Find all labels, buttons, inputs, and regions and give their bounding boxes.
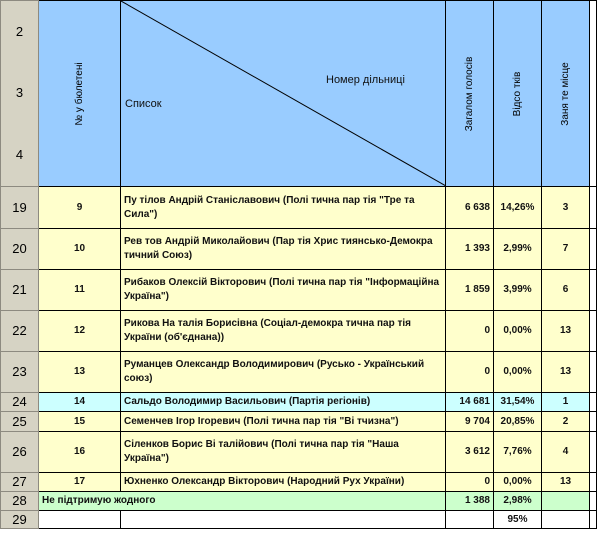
header-percent[interactable] (494, 1, 542, 187)
cell-candidate-name[interactable]: Сіленков Борис Ві талійович (Полі тична пар тія "Наша Україна") (121, 432, 446, 473)
cell-place[interactable]: 13 (542, 473, 590, 492)
cell-ballot-number[interactable]: 17 (39, 473, 121, 492)
cell-place[interactable]: 3 (542, 187, 590, 229)
row-number-22[interactable]: 22 (1, 311, 39, 352)
header-ballot-number[interactable] (39, 1, 121, 187)
row-number-2: 2 (15, 23, 24, 39)
column-edge (590, 270, 597, 311)
cell-percent[interactable]: 14,26% (494, 187, 542, 229)
cell-candidate-name[interactable]: Сальдо Володимир Васильович (Партія регіонів) (121, 393, 446, 412)
diagonal-divider (121, 1, 446, 186)
cell-percent[interactable]: 2,99% (494, 229, 542, 270)
cell-none-total[interactable]: 1 388 (446, 492, 494, 511)
row-header-2-4[interactable] (1, 1, 39, 187)
row-number-19[interactable]: 19 (1, 187, 39, 229)
cell-percent[interactable]: 3,99% (494, 270, 542, 311)
cell-none-label[interactable]: Не підтримую жодного (39, 492, 446, 511)
column-edge (590, 412, 597, 432)
cell-ballot-number[interactable]: 11 (39, 270, 121, 311)
cell-empty[interactable] (121, 511, 446, 529)
cell-place[interactable]: 2 (542, 412, 590, 432)
row-number-29[interactable]: 29 (1, 511, 39, 529)
cell-candidate-name[interactable]: Рев тов Андрій Миколайович (Пар тія Хрис тиянсько-Демокра тичний Союз) (121, 229, 446, 270)
column-edge (590, 492, 597, 511)
cell-ballot-number[interactable]: 9 (39, 187, 121, 229)
header-list-district[interactable] (121, 1, 446, 187)
cell-percent[interactable]: 0,00% (494, 473, 542, 492)
header-place-label: Заня те місце (559, 61, 571, 126)
cell-total-votes[interactable]: 14 681 (446, 393, 494, 412)
header-list-label: Список (125, 98, 162, 110)
column-edge (590, 187, 597, 229)
cell-candidate-name[interactable]: Семенчев Ігор Ігоревич (Полі тична пар тія "Ві тчизна") (121, 412, 446, 432)
row-number-20[interactable]: 20 (1, 229, 39, 270)
row-number-27[interactable]: 27 (1, 473, 39, 492)
cell-percent[interactable]: 0,00% (494, 352, 542, 393)
column-edge (590, 511, 597, 529)
column-edge (590, 311, 597, 352)
cell-ballot-number[interactable]: 15 (39, 412, 121, 432)
cell-empty[interactable] (39, 511, 121, 529)
header-ballot-number-label: № у бюлетені (73, 61, 85, 126)
cell-total-votes[interactable]: 0 (446, 473, 494, 492)
column-edge (590, 352, 597, 393)
cell-place[interactable]: 13 (542, 311, 590, 352)
cell-ballot-number[interactable]: 12 (39, 311, 121, 352)
cell-total-votes[interactable]: 9 704 (446, 412, 494, 432)
cell-empty[interactable] (542, 511, 590, 529)
cell-candidate-name[interactable]: Рикова На талія Борисівна (Соціал-демокра тична пар тія України (об'єднана)) (121, 311, 446, 352)
cell-total-votes[interactable]: 3 612 (446, 432, 494, 473)
column-edge (590, 229, 597, 270)
cell-total-votes[interactable]: 0 (446, 311, 494, 352)
cell-place[interactable]: 13 (542, 352, 590, 393)
cell-percent[interactable]: 31,54% (494, 393, 542, 412)
column-edge (590, 432, 597, 473)
column-edge (590, 393, 597, 412)
header-place[interactable] (542, 1, 590, 187)
header-total-votes[interactable] (446, 1, 494, 187)
cell-candidate-name[interactable]: Юхненко Олександр Вікторович (Народний Рух України) (121, 473, 446, 492)
header-percent-label: Відсо тків (511, 71, 523, 116)
cell-ballot-number[interactable]: 13 (39, 352, 121, 393)
cell-candidate-name[interactable]: Пу тілов Андрій Станіславович (Полі тична пар тія "Тре та Сила") (121, 187, 446, 229)
row-number-26[interactable]: 26 (1, 432, 39, 473)
row-number-28[interactable]: 28 (1, 492, 39, 511)
column-edge (590, 1, 597, 187)
column-edge (590, 473, 597, 492)
cell-percent[interactable]: 7,76% (494, 432, 542, 473)
row-number-21[interactable]: 21 (1, 270, 39, 311)
cell-place[interactable]: 1 (542, 393, 590, 412)
cell-candidate-name[interactable]: Рибаков Олексій Вікторович (Полі тична пар тія "Інформаційна Україна") (121, 270, 446, 311)
row-number-3: 3 (15, 85, 24, 101)
row-number-23[interactable]: 23 (1, 352, 39, 393)
row-number-4: 4 (15, 147, 24, 163)
cell-place[interactable]: 4 (542, 432, 590, 473)
cell-ballot-number[interactable]: 10 (39, 229, 121, 270)
cell-place[interactable]: 7 (542, 229, 590, 270)
cell-percent[interactable]: 0,00% (494, 311, 542, 352)
cell-ballot-number[interactable]: 16 (39, 432, 121, 473)
cell-percent[interactable]: 20,85% (494, 412, 542, 432)
cell-total-votes[interactable]: 1 859 (446, 270, 494, 311)
cell-total-votes[interactable]: 1 393 (446, 229, 494, 270)
cell-empty[interactable] (446, 511, 494, 529)
cell-place[interactable]: 6 (542, 270, 590, 311)
row-number-25[interactable]: 25 (1, 412, 39, 432)
cell-summary-percent[interactable]: 95% (494, 511, 542, 529)
cell-none-place[interactable] (542, 492, 590, 511)
row-number-24[interactable]: 24 (1, 393, 39, 412)
cell-candidate-name[interactable]: Руманцев Олександр Володимирович (Русько - Український союз) (121, 352, 446, 393)
cell-none-percent[interactable]: 2,98% (494, 492, 542, 511)
header-total-votes-label: Загалом голосів (463, 56, 475, 131)
cell-ballot-number[interactable]: 14 (39, 393, 121, 412)
cell-total-votes[interactable]: 0 (446, 352, 494, 393)
cell-total-votes[interactable]: 6 638 (446, 187, 494, 229)
header-district-label: Номер дільниці (326, 74, 405, 86)
